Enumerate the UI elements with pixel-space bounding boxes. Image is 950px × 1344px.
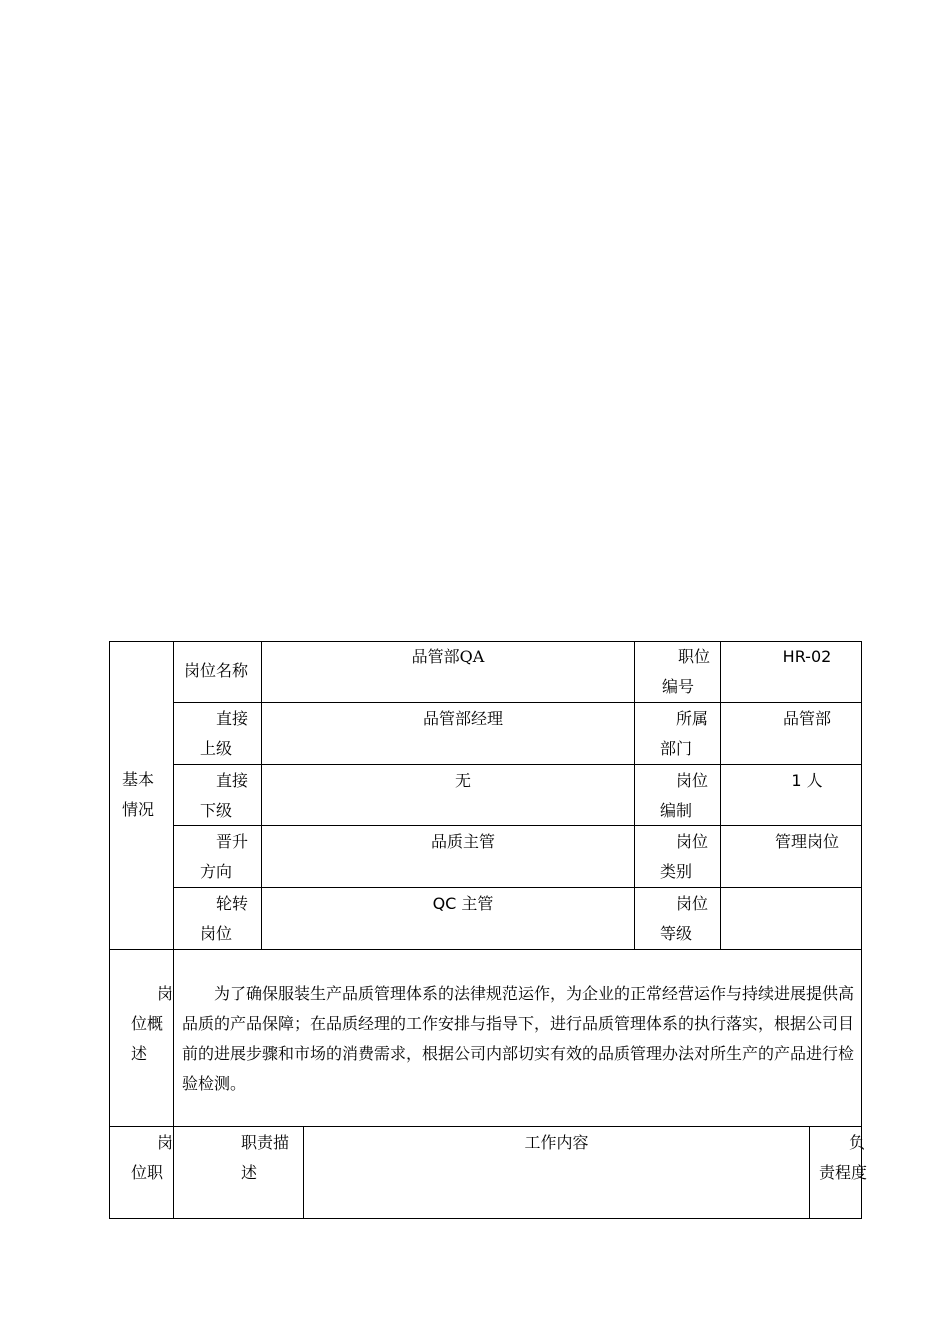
column-header-duty-description: 职责描述 [241,1133,290,1182]
field-value-direct-subordinate: 无 [454,771,471,790]
column-header-responsibility-level: 负责程度 [819,1133,868,1182]
field-label-direct-subordinate: 直接下级 [200,771,249,820]
field-value-rotation: QC 主管 [432,894,494,913]
field-label-position-code: 职位编号 [662,647,711,696]
summary-paragraph: 为了确保服装生产品质管理体系的法律规范运作，为企业的正常经营运作与持续进展提供高品质的产品保障；在品质经理的工作安排与指导下，进行品质管理体系的执行落实，根据公司目前的进展步骤和市场的消费需求，根据公司内部切实有效的品质管理办法对所生产的产品进行检验检测。 [182,984,855,1093]
field-value-direct-superior: 品管部经理 [422,709,503,728]
field-value-position-name: 品管部QA [411,647,485,666]
section-basic-label: 基本情况 [122,770,155,819]
section-summary-label: 岗位概述 [131,984,174,1063]
field-value-position-code: HR-02 [782,647,832,666]
field-value-headcount: 1 人 [791,771,823,790]
field-label-category: 岗位类别 [660,832,709,881]
section-duty-label: 岗位职 [131,1133,174,1182]
field-value-category: 管理岗位 [774,832,839,851]
field-label-promotion: 晋升方向 [200,832,249,881]
field-label-headcount: 岗位编制 [660,771,709,820]
field-label-direct-superior: 直接上级 [200,709,249,758]
field-label-position-name: 岗位名称 [184,661,249,680]
field-label-department: 所属部门 [660,709,709,758]
field-label-grade: 岗位等级 [660,894,709,943]
field-label-rotation: 轮转岗位 [200,894,249,943]
field-value-department: 品管部 [782,709,831,728]
column-header-work-content: 工作内容 [524,1133,589,1152]
field-value-promotion: 品质主管 [430,832,495,851]
